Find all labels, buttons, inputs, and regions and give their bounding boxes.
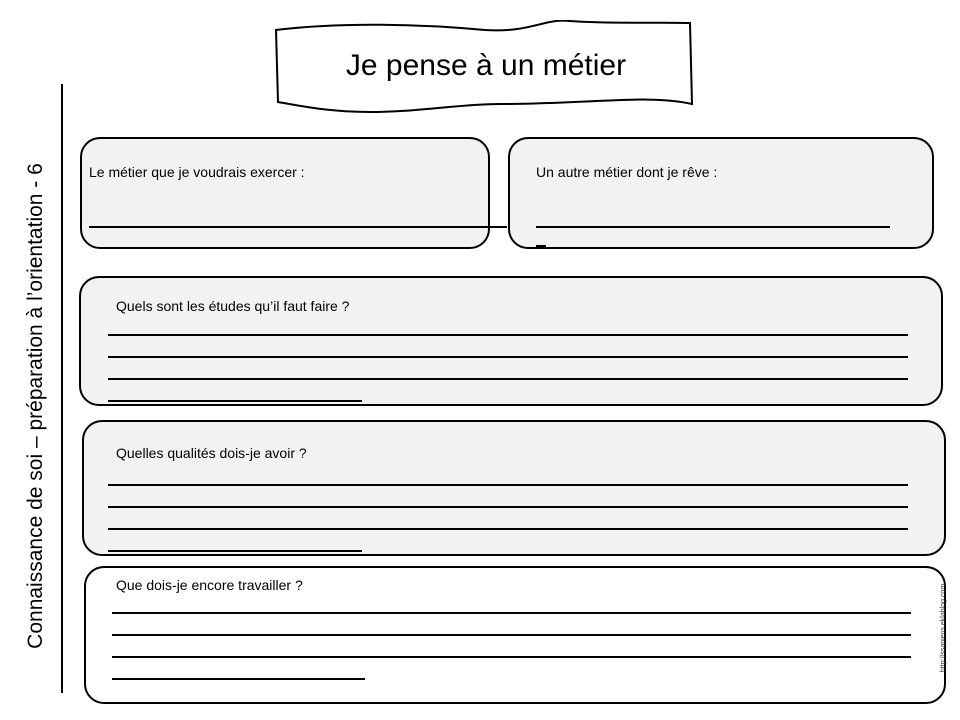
qualites-answer-line-short[interactable] — [108, 550, 362, 552]
travailler-answer-line[interactable] — [112, 634, 911, 636]
travailler-answer-line[interactable] — [112, 656, 911, 658]
autre-metier-label: Un autre métier dont je rêve : — [536, 164, 718, 180]
etudes-answer-line[interactable] — [108, 378, 908, 380]
etudes-answer-line-short[interactable] — [108, 400, 362, 402]
metier-answer-line[interactable] — [89, 226, 507, 228]
qualites-answer-line[interactable] — [108, 484, 908, 486]
watermark-url: http://ssapiens.eklablog.com — [940, 583, 947, 673]
qualites-answer-line[interactable] — [108, 528, 908, 530]
etudes-answer-line[interactable] — [108, 356, 908, 358]
qualites-answer-line[interactable] — [108, 506, 908, 508]
etudes-label: Quels sont les études qu’il faut faire ? — [116, 298, 350, 314]
page-title: Je pense à un métier — [345, 49, 627, 82]
autre-metier-answer-line[interactable] — [536, 226, 890, 228]
qualites-label: Quelles qualités dois-je avoir ? — [116, 445, 307, 461]
etudes-answer-line[interactable] — [108, 334, 908, 336]
metier-label: Le métier que je voudrais exercer : — [89, 164, 305, 180]
travailler-answer-line-short[interactable] — [112, 678, 365, 680]
autre-metier-box — [508, 137, 934, 249]
autre-metier-answer-line-short[interactable] — [536, 245, 546, 247]
travailler-label: Que dois-je encore travailler ? — [116, 577, 303, 593]
side-label: Connaissance de soi – préparation à l’orientation - 6 — [24, 163, 47, 649]
etudes-box — [79, 276, 943, 406]
qualites-box — [82, 420, 946, 556]
travailler-answer-line[interactable] — [112, 612, 911, 614]
side-rule — [61, 84, 63, 693]
metier-box — [80, 137, 490, 249]
